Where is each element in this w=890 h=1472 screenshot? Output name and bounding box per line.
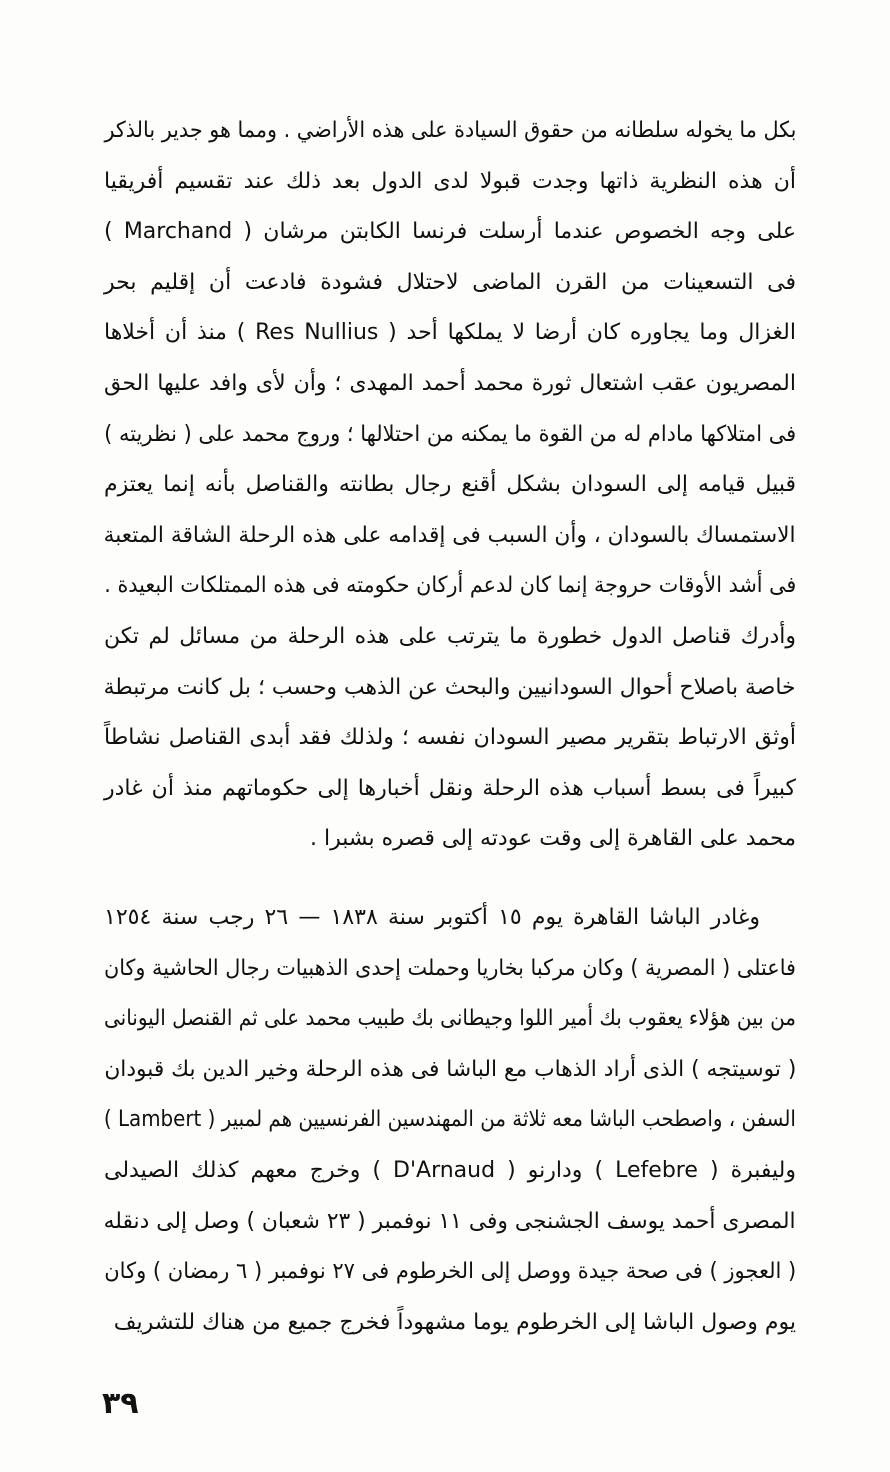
text-line: ( العجوز ) فى صحة جيدة ووصل إلى الخرطوم فى ٢٧ نوفمبر ( ٦ رمضان ) وكان	[104, 1259, 796, 1285]
paragraph-2	[104, 893, 796, 1348]
text-line: وغادر الباشا القاهرة يوم ١٥ أكتوبر سنة ١٨٣٨ — ٢٦ رجب سنة ١٢٥٤	[104, 905, 760, 930]
text-line: على وجه الخصوص عندما أرسلت فرنسا الكابتن مرشان ( Marchand )	[104, 219, 797, 245]
text-line: أن هذه النظرية ذاتها وجدت قبولا لدى الدول بعد ذلك عند تقسيم أفريقيا	[104, 168, 796, 194]
page-number: ٣٩	[102, 1386, 139, 1421]
text-line: المصرى أحمد يوسف الجشنجى وفى ١١ نوفمبر ( ٢٣ شعبان ) وصل إلى دنقله	[104, 1208, 796, 1234]
text-line: فى أشد الأوقات حروجة إنما كان لدعم أركان حكومته فى هذه الممتلكات البعيدة .	[104, 573, 796, 599]
text-line: المصريون عقب اشتعال ثورة محمد أحمد المهدى ؛ وأن لأى وافد عليها الحق	[104, 370, 796, 396]
text-line: فى امتلاكها مادام له من القوة ما يمكنه من احتلالها ؛ وروج محمد على ( نظريته )	[104, 421, 796, 447]
paragraph-1	[104, 106, 796, 865]
text-line: فاعتلى ( المصرية ) وكان مركبا بخاريا وحملت إحدى الذهبيات رجال الحاشية وكان	[104, 955, 796, 981]
text-line: ( توسيتجه ) الذى أراد الذهاب مع الباشا فى هذه الرحلة وخير الدين بك قبودان	[104, 1056, 796, 1082]
text-line: الغزال وما يجاوره كان أرضا لا يملكها أحد ( Res Nullius ) منذ أن أخلاها	[104, 320, 796, 346]
text-line: قبيل قيامه إلى السودان بشكل أقنع رجال بطانته والقناصل بأنه إنما يعتزم	[104, 472, 796, 498]
text-line: بكل ما يخوله سلطانه من حقوق السيادة على هذه الأراضي . ومما هو جدير بالذكر	[104, 118, 796, 143]
text-line: وأدرك قناصل الدول خطورة ما يترتب على هذه الرحلة من مسائل لم تكن	[104, 623, 796, 649]
text-line: السفن ، واصطحب الباشا معه ثلاثة من المهندسين الفرنسيين هم لمبير ( Lambert )	[104, 1107, 797, 1133]
text-line: أوثق الارتباط بتقرير مصير السودان نفسه ؛ ولذلك فقد أبدى القناصل نشاطاً	[104, 725, 796, 751]
text-line: كبيراً فى بسط أسباب هذه الرحلة ونقل أخبارها إلى حكوماتهم منذ أن غادر	[104, 775, 796, 801]
text-line: خاصة باصلاح أحوال السودانيين والبحث عن الذهب وحسب ؛ بل كانت مرتبطة	[104, 674, 796, 700]
text-line: محمد على القاهرة إلى وقت عودته إلى قصره بشبرا .	[310, 826, 796, 852]
text-line: الاستمساك بالسودان ، وأن السبب فى إقدامه على هذه الرحلة الشاقة المتعبة	[104, 522, 796, 548]
text-line: من بين هؤلاء يعقوب بك أمير اللوا وجيطانى بك طبيب محمد على ثم القنصل اليونانى	[104, 1006, 796, 1032]
text-line: يوم وصول الباشا إلى الخرطوم يوما مشهوداً فخرج جميع من هناك للتشريف	[113, 1309, 796, 1335]
text-line: وليفبرة ( Lefebre ) ودارنو ( D'Arnaud ) وخرج معهم كذلك الصيدلى	[104, 1157, 796, 1183]
text-line: فى التسعينات من القرن الماضى لاحتلال فشودة فادعت أن إقليم بحر	[104, 269, 796, 295]
